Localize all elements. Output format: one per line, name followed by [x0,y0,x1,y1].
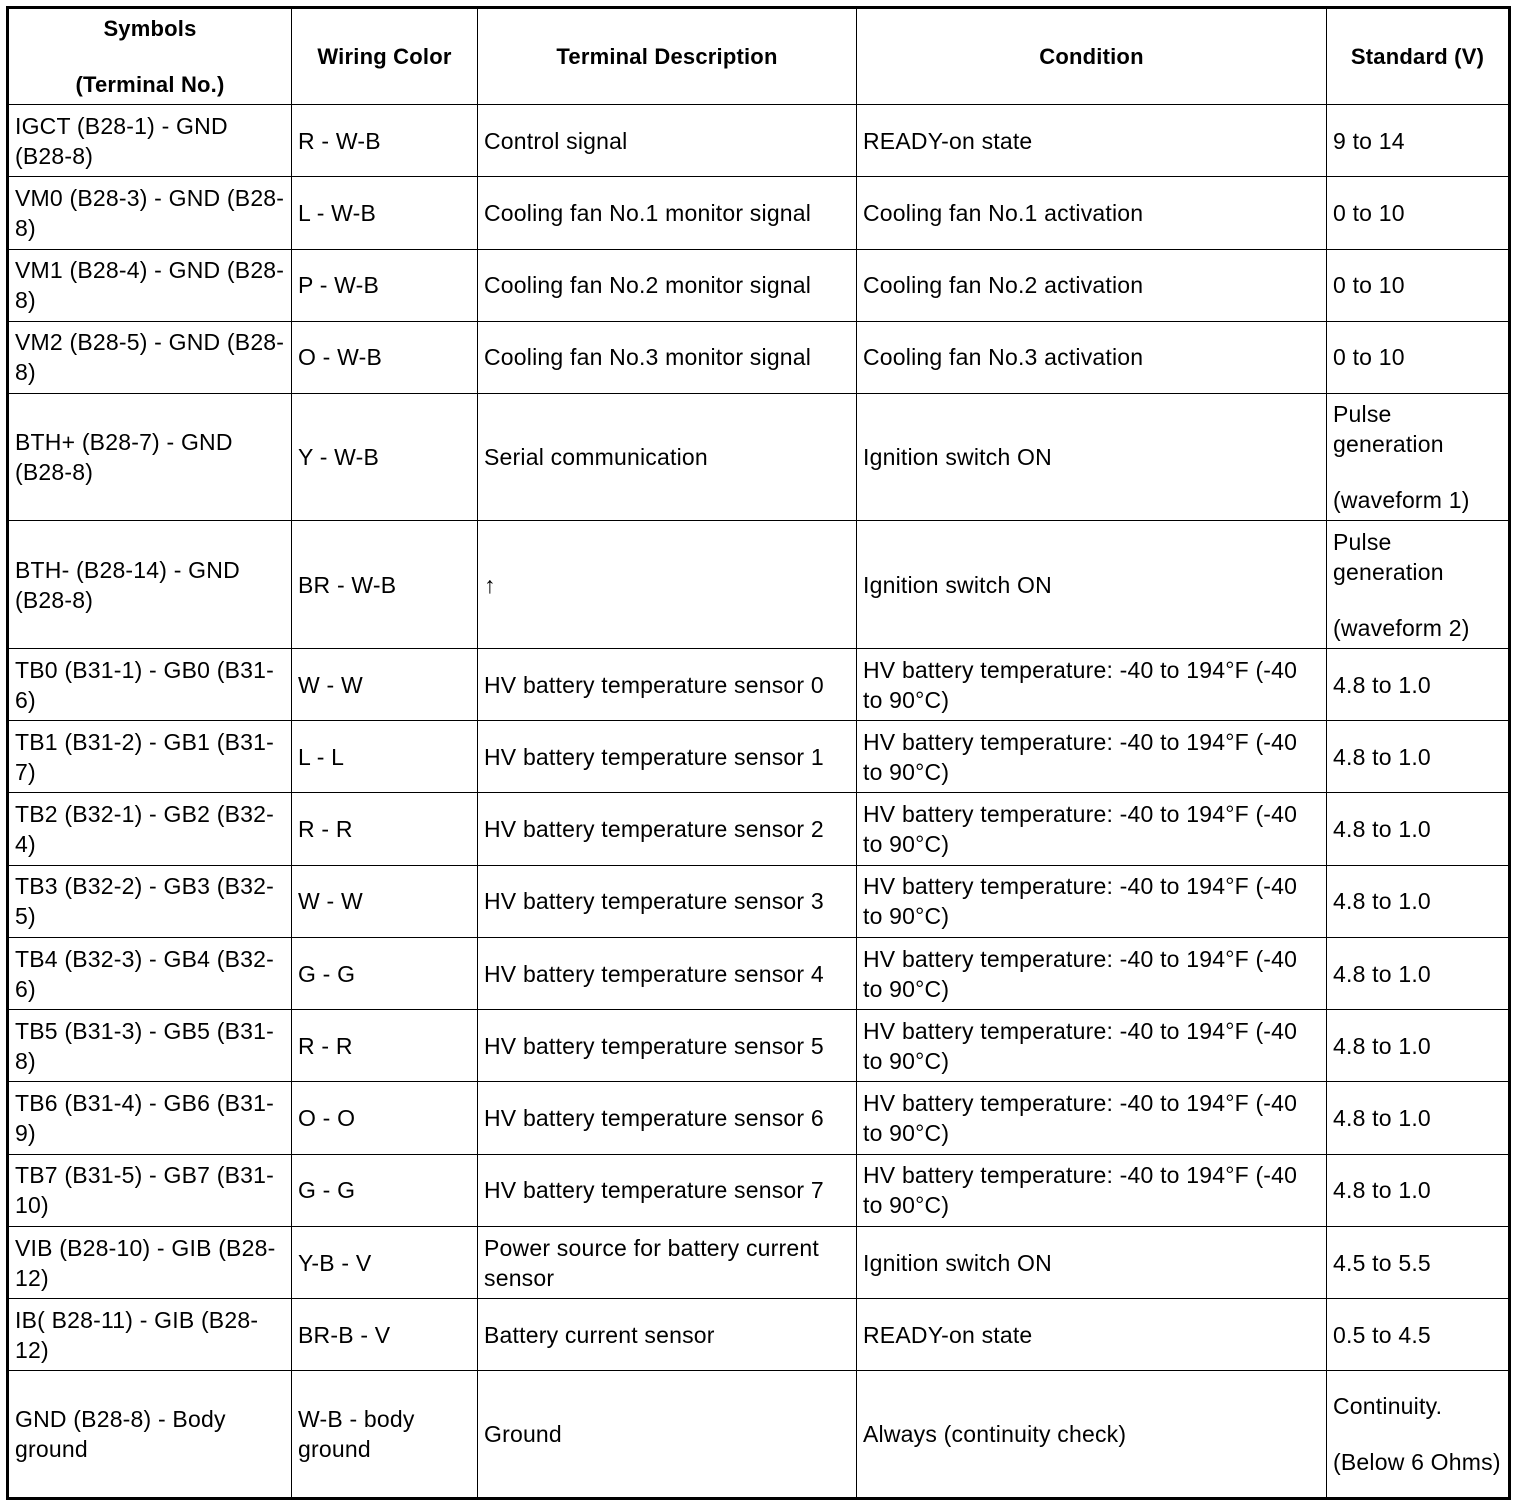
cell-standard: 4.8 to 1.0 [1327,1010,1510,1082]
header-row [8,8,1510,105]
cell-description: HV battery temperature sensor 2 [478,793,857,865]
cell-standard: 9 to 14 [1327,105,1510,177]
cell-condition: HV battery temperature: -40 to 194°F (-40 to 90°C) [857,1154,1327,1226]
cell-standard: 4.8 to 1.0 [1327,648,1510,720]
table-row [8,394,1510,521]
table-row [8,1299,1510,1371]
cell-standard: 4.8 to 1.0 [1327,937,1510,1009]
cell-wiring: L - W-B [292,177,478,249]
cell-condition: Ignition switch ON [857,521,1327,648]
cell-description: Cooling fan No.1 monitor signal [478,177,857,249]
cell-symbol: TB4 (B32-3) - GB4 (B32-6) [8,937,292,1009]
table-row [8,521,1510,648]
table-row [8,1082,1510,1154]
standard-line2: (waveform 1) [1333,487,1470,514]
cell-symbol: TB5 (B31-3) - GB5 (B31-8) [8,1010,292,1082]
cell-wiring: Y-B - V [292,1226,478,1298]
cell-wiring: R - R [292,793,478,865]
table-row [8,105,1510,177]
cell-condition: HV battery temperature: -40 to 194°F (-40 to 90°C) [857,1082,1327,1154]
cell-description: HV battery temperature sensor 5 [478,1010,857,1082]
header-condition: Condition [857,8,1327,105]
standard-line1: Continuity. [1333,1393,1443,1420]
cell-wiring: BR - W-B [292,521,478,648]
cell-standard: 4.5 to 5.5 [1327,1226,1510,1298]
cell-standard [1327,394,1510,521]
cell-description: HV battery temperature sensor 7 [478,1154,857,1226]
cell-standard: 4.8 to 1.0 [1327,1082,1510,1154]
standard-line1: Pulse generation [1333,401,1444,458]
cell-condition: Cooling fan No.1 activation [857,177,1327,249]
cell-description: Serial communication [478,394,857,521]
cell-description: Ground [478,1371,857,1499]
cell-standard: 4.8 to 1.0 [1327,1154,1510,1226]
cell-standard: 0 to 10 [1327,321,1510,393]
terminal-spec-table [6,6,1511,1500]
header-wiring-color: Wiring Color [292,8,478,105]
table-row [8,321,1510,393]
cell-description: HV battery temperature sensor 1 [478,721,857,793]
header-terminal-description: Terminal Description [478,8,857,105]
cell-symbol: IB( B28-11) - GIB (B28-12) [8,1299,292,1371]
cell-condition: Ignition switch ON [857,1226,1327,1298]
header-standard: Standard (V) [1327,8,1510,105]
cell-description: Battery current sensor [478,1299,857,1371]
cell-wiring: W - W [292,648,478,720]
cell-standard: 0 to 10 [1327,177,1510,249]
cell-symbol: VM0 (B28-3) - GND (B28-8) [8,177,292,249]
cell-description: HV battery temperature sensor 6 [478,1082,857,1154]
cell-symbol: GND (B28-8) - Body ground [8,1371,292,1499]
cell-wiring: O - O [292,1082,478,1154]
cell-standard: 0.5 to 4.5 [1327,1299,1510,1371]
cell-wiring: Y - W-B [292,394,478,521]
cell-condition: HV battery temperature: -40 to 194°F (-40 to 90°C) [857,865,1327,937]
cell-wiring: R - W-B [292,105,478,177]
cell-symbol: TB0 (B31-1) - GB0 (B31-6) [8,648,292,720]
cell-standard: 0 to 10 [1327,249,1510,321]
table-row [8,793,1510,865]
table-row [8,648,1510,720]
cell-symbol: IGCT (B28-1) - GND (B28-8) [8,105,292,177]
cell-symbol: TB7 (B31-5) - GB7 (B31-10) [8,1154,292,1226]
cell-standard [1327,521,1510,648]
cell-condition: READY-on state [857,105,1327,177]
cell-condition: Cooling fan No.3 activation [857,321,1327,393]
cell-condition: Ignition switch ON [857,394,1327,521]
cell-symbol: BTH- (B28-14) - GND (B28-8) [8,521,292,648]
cell-symbol: TB3 (B32-2) - GB3 (B32-5) [8,865,292,937]
cell-condition: READY-on state [857,1299,1327,1371]
header-symbols-line2: (Terminal No.) [75,71,225,97]
cell-standard: 4.8 to 1.0 [1327,793,1510,865]
table-row [8,865,1510,937]
cell-symbol: BTH+ (B28-7) - GND (B28-8) [8,394,292,521]
cell-wiring: O - W-B [292,321,478,393]
cell-symbol: TB2 (B32-1) - GB2 (B32-4) [8,793,292,865]
table-row [8,937,1510,1009]
cell-wiring: W - W [292,865,478,937]
standard-line2: (waveform 2) [1333,614,1470,641]
cell-condition: Cooling fan No.2 activation [857,249,1327,321]
cell-standard: 4.8 to 1.0 [1327,865,1510,937]
cell-wiring: G - G [292,1154,478,1226]
table-row [8,1154,1510,1226]
standard-line2: (Below 6 Ohms) [1333,1449,1501,1476]
header-symbols [8,8,292,105]
cell-wiring: W-B - body ground [292,1371,478,1499]
table-row [8,721,1510,793]
cell-description: Cooling fan No.2 monitor signal [478,249,857,321]
cell-standard [1327,1371,1510,1499]
table-row [8,177,1510,249]
cell-condition: HV battery temperature: -40 to 194°F (-40 to 90°C) [857,1010,1327,1082]
cell-condition: HV battery temperature: -40 to 194°F (-40 to 90°C) [857,793,1327,865]
cell-wiring: G - G [292,937,478,1009]
cell-description: HV battery temperature sensor 0 [478,648,857,720]
cell-condition: HV battery temperature: -40 to 194°F (-40 to 90°C) [857,721,1327,793]
cell-standard: 4.8 to 1.0 [1327,721,1510,793]
cell-condition: HV battery temperature: -40 to 194°F (-40 to 90°C) [857,648,1327,720]
table-row [8,249,1510,321]
table-row [8,1371,1510,1499]
cell-symbol: VM2 (B28-5) - GND (B28-8) [8,321,292,393]
cell-description: HV battery temperature sensor 3 [478,865,857,937]
cell-symbol: TB1 (B31-2) - GB1 (B31-7) [8,721,292,793]
table-row [8,1226,1510,1298]
cell-description: Power source for battery current sensor [478,1226,857,1298]
cell-condition: HV battery temperature: -40 to 194°F (-40 to 90°C) [857,937,1327,1009]
cell-description: ↑ [478,521,857,648]
cell-description: Cooling fan No.3 monitor signal [478,321,857,393]
cell-wiring: L - L [292,721,478,793]
cell-description: Control signal [478,105,857,177]
cell-condition: Always (continuity check) [857,1371,1327,1499]
cell-symbol: VM1 (B28-4) - GND (B28-8) [8,249,292,321]
cell-description: HV battery temperature sensor 4 [478,937,857,1009]
header-symbols-line1: Symbols [103,15,197,41]
cell-wiring: R - R [292,1010,478,1082]
cell-symbol: TB6 (B31-4) - GB6 (B31-9) [8,1082,292,1154]
cell-wiring: P - W-B [292,249,478,321]
standard-line1: Pulse generation [1333,528,1444,585]
cell-wiring: BR-B - V [292,1299,478,1371]
table-row [8,1010,1510,1082]
cell-symbol: VIB (B28-10) - GIB (B28-12) [8,1226,292,1298]
